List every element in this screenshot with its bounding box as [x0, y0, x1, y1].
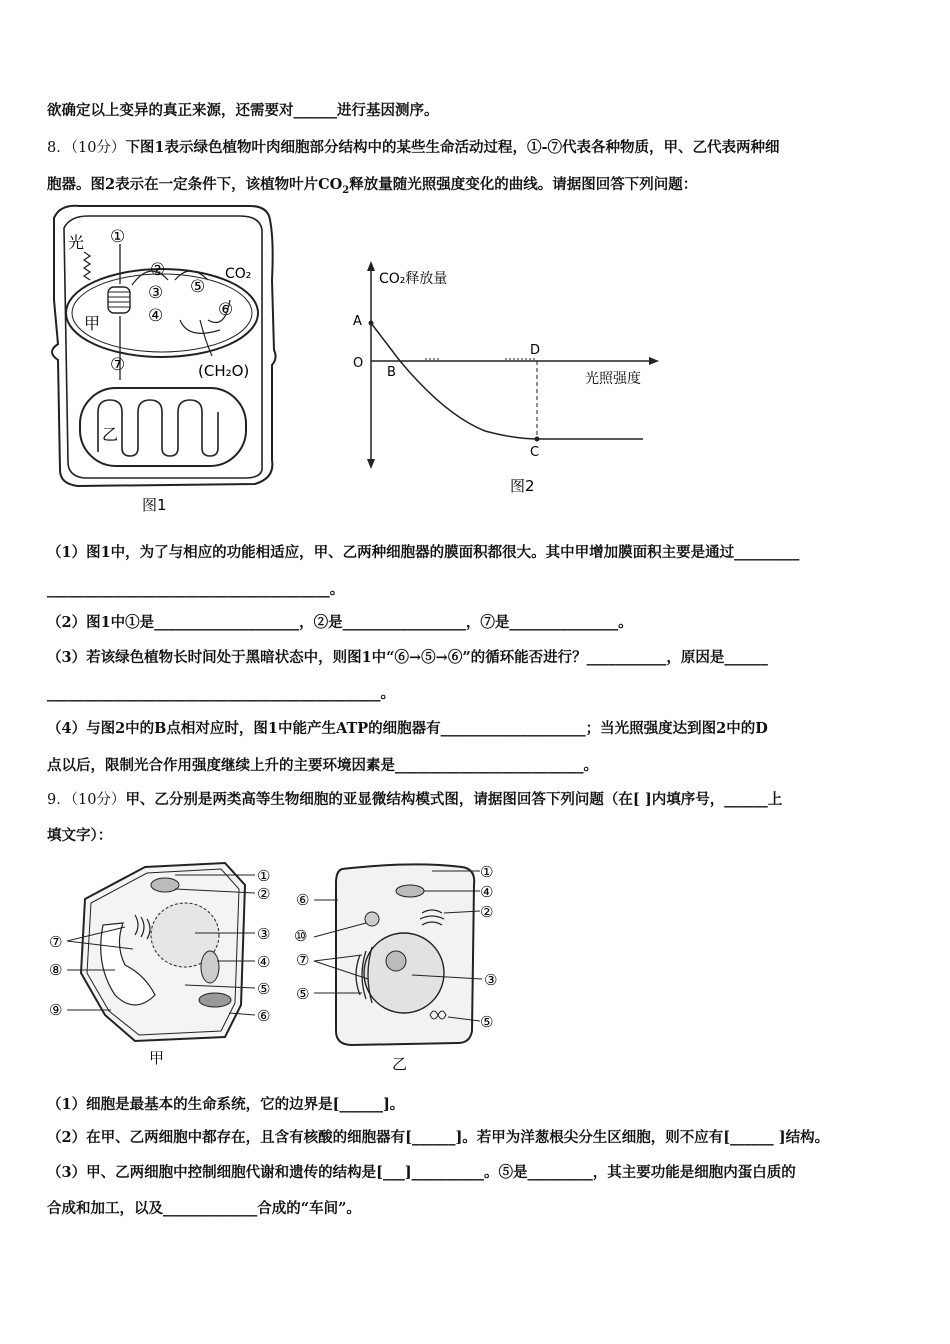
jia-label: 甲	[84, 314, 101, 333]
label-6: ⑥	[218, 300, 234, 320]
y-axis-label: CO₂释放量	[379, 271, 448, 287]
point-D-label: D	[530, 343, 541, 358]
q8-sub1-line1: （1）图1中，为了与相应的功能相适应，甲、乙两种细胞器的膜面积都很大。其中甲增加膜面积主要是通过_________	[47, 544, 800, 561]
yi-label-5-left: ⑤	[296, 985, 310, 1003]
yi-label-1: ①	[480, 863, 494, 881]
question-9-text: 甲、乙分别是两类高等生物细胞的亚显微结构模式图，请据图回答下列问题（在[ ]内填序号，______上	[125, 791, 783, 808]
ch2o-label: (CH₂O)	[198, 362, 250, 380]
q8-sub3-line1: （3）若该绿色植物长时间处于黑暗状态中，则图1中“⑥→⑤→⑥”的循环能否进行？___________，原因是______	[47, 649, 768, 666]
origin-label: O	[353, 356, 364, 371]
yi-label-2: ②	[480, 903, 494, 921]
jia-label-7: ⑦	[49, 933, 63, 951]
yi-label-6: ⑥	[296, 891, 310, 909]
x-axis-label: 光照强度	[585, 371, 641, 387]
question-9-line-2: 填文字）：	[47, 827, 113, 844]
light-wave	[84, 252, 90, 280]
question-8-text-2a: 胞器。图2表示在一定条件下，该植物叶片CO	[47, 176, 343, 193]
label-5: ⑤	[190, 277, 206, 297]
mitochondrion-plant	[201, 951, 219, 983]
light-label: 光	[68, 233, 85, 252]
question-9-number: 9．（10分）	[47, 792, 126, 808]
centrosome	[365, 912, 379, 926]
q9-sub3-line1: （3）甲、乙两细胞中控制细胞代谢和遗传的结构是[___]__________。⑤是_________，其主要功能是细胞内蛋白质的	[47, 1164, 796, 1181]
q8-sub2: （2）图1中①是____________________，②是_________________，⑦是_______________。	[47, 614, 633, 631]
q8-sub4-line1: （4）与图2中的B点相对应时，图1中能产生ATP的细胞器有____________________；当光照强度达到图2中的D	[47, 720, 768, 737]
grana-stack	[108, 287, 130, 313]
jia-label-6: ⑥	[257, 1007, 271, 1025]
yi-caption: 乙	[392, 1055, 408, 1073]
figure-2-co2-curve	[345, 255, 675, 500]
label-4: ④	[148, 306, 164, 326]
cell-wall-outer	[52, 206, 276, 486]
q8-sub4-line2: 点以后，限制光合作用强度继续上升的主要环境因素是__________________________。	[47, 757, 598, 774]
point-A-label: A	[353, 314, 362, 329]
jia-label-2: ②	[257, 885, 271, 903]
nucleolus	[386, 951, 406, 971]
q9-sub1: （1）细胞是最基本的生命系统，它的边界是[______]。	[47, 1096, 405, 1113]
question-8-line-2	[47, 175, 697, 201]
figure-animal-cell-yi	[292, 855, 517, 1077]
q9-sub3-line2: 合成和加工，以及_____________合成的“车间”。	[47, 1200, 361, 1217]
question-8-text-2b: 释放量随光照强度变化的曲线。请据图回答下列问题：	[349, 176, 698, 193]
jia-label-3: ③	[257, 925, 271, 943]
chloroplast-plant-2	[199, 993, 231, 1007]
figure-2-caption: 图2	[510, 477, 535, 495]
jia-label-1: ①	[257, 867, 271, 885]
jia-caption: 甲	[149, 1049, 165, 1067]
jia-label-8: ⑧	[49, 961, 63, 979]
yi-label-7: ⑦	[296, 951, 310, 969]
figure-1-chloroplast-mitochondria	[40, 200, 290, 520]
label-7: ⑦	[110, 355, 126, 375]
figure-plant-cell-jia	[45, 855, 285, 1070]
yi-label-4: ④	[480, 883, 494, 901]
text-line-prev-answer: 欲确定以上变异的真正来源，还需要对______进行基因测序。	[47, 102, 439, 119]
yi-label: 乙	[102, 425, 119, 444]
question-8-line	[47, 138, 780, 158]
mitochondrion-animal	[396, 885, 424, 897]
co2-label: CO₂	[225, 266, 252, 282]
question-8-text: 下图1表示绿色植物叶肉细胞部分结构中的某些生命活动过程，①-⑦代表各种物质，甲、乙代表两种细	[125, 139, 780, 156]
q8-sub3-line2: ______________________________________________。	[47, 685, 395, 702]
label-2: ②	[150, 260, 166, 280]
q9-sub2: （2）在甲、乙两细胞中都存在，且含有核酸的细胞器有[______]。若甲为洋葱根尖分生区细胞，则不应有[______ ]结构。	[47, 1129, 830, 1146]
yi-label-10: ⑩	[294, 927, 308, 945]
figure-1-caption: 图1	[142, 496, 167, 514]
nucleus-animal	[364, 933, 444, 1013]
yi-label-5: ⑤	[480, 1013, 494, 1031]
label-1: ①	[110, 227, 126, 247]
label-3: ③	[148, 283, 164, 303]
question-8-number: 8．（10分）	[47, 140, 126, 156]
point-B-label: B	[387, 365, 396, 380]
q8-sub1-line2: _______________________________________。	[47, 581, 345, 598]
cell-membrane	[64, 216, 262, 478]
point-C-label: C	[530, 445, 540, 460]
jia-label-4: ④	[257, 953, 271, 971]
co2-subscript: 2	[342, 184, 350, 196]
jia-label-5: ⑤	[257, 980, 271, 998]
yi-label-3: ③	[484, 971, 498, 989]
question-9-line	[47, 790, 782, 810]
jia-label-9: ⑨	[49, 1001, 63, 1019]
chloroplast-plant	[151, 878, 179, 892]
